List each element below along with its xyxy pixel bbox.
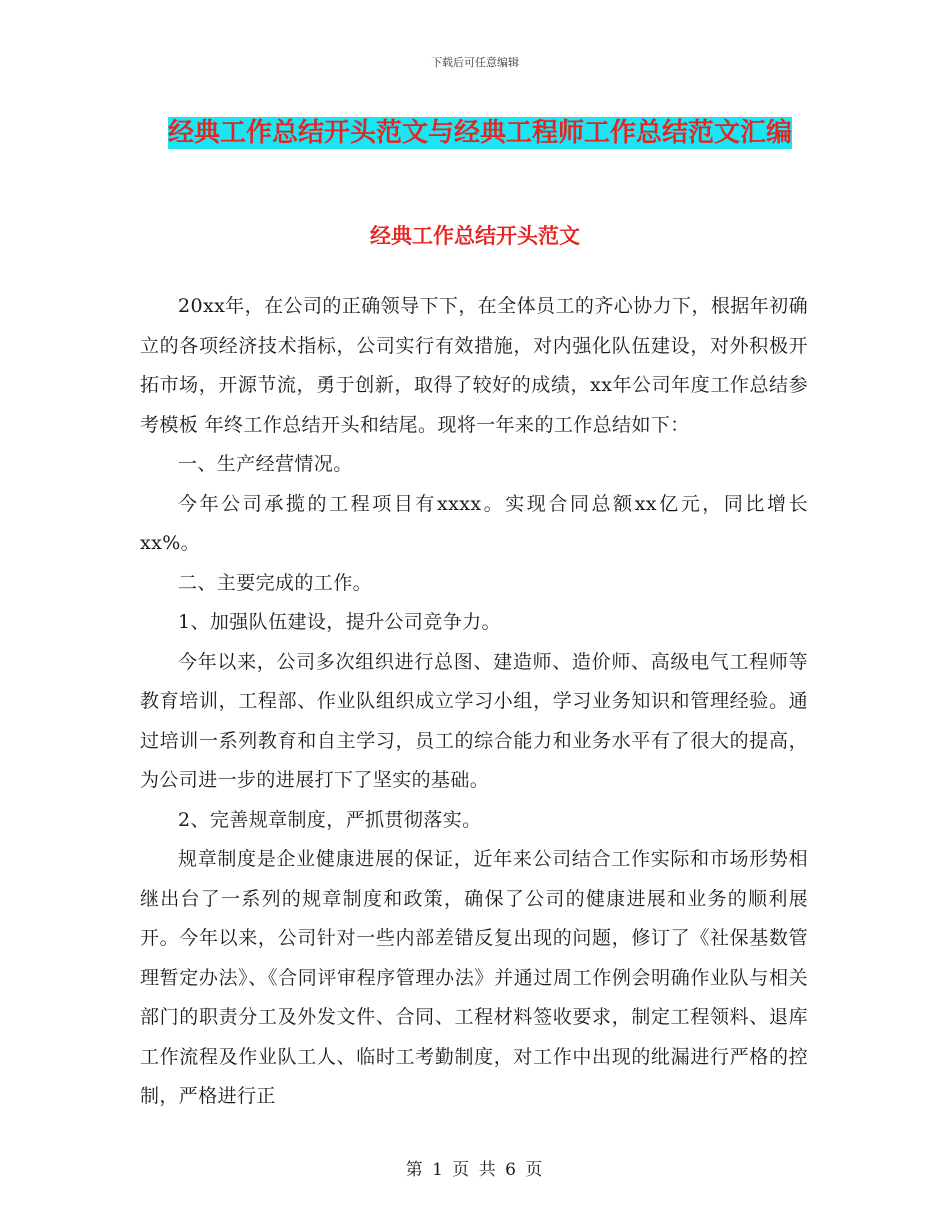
paragraph: 今年公司承揽的工程项目有xxxx。实现合同总额xx亿元，同比增长xx%。 [140,492,808,554]
paragraph: 今年以来，公司多次组织进行总图、建造师、造价师、高级电气工程师等教育培训，工程部、作业队组织成立学习小组，学习业务知识和管理经验。通过培训一系列教育和自主学习，员工的综合能力和业务水平有了很大的提高，为公司进一步的进展打下了坚实的基础。 [140,650,808,791]
document-body [140,287,808,1117]
section-title: 经典工作总结开头范文 [370,224,580,248]
document-title-text: 经典工作总结开头范文与经典工程师工作总结范文汇编 [167,118,792,148]
header-note: 下载后可任意编辑 [431,56,519,69]
paragraph: 20xx年，在公司的正确领导下下，在全体员工的齐心协力下，根据年初确立的各项经济技术指标，公司实行有效措施，对内强化队伍建设，对外积极开拓市场，开源节流，勇于创新，取得了较好的成绩，xx年公司年度工作总结参考模板 年终工作总结开头和结尾。现将一年来的工作总结如下： [140,295,808,436]
paragraph: 2、完善规章制度，严抓贯彻落实。 [178,808,482,831]
document-title [150,108,810,158]
paragraph: 一、生产经营情况。 [178,453,353,475]
paragraph: 规章制度是企业健康进展的保证，近年来公司结合工作实际和市场形势相继出台了一系列的规章制度和政策，确保了公司的健康进展和业务的顺利展开。今年以来，公司针对一些内部差错反复出现的问题，修订了《社保基数管理暂定办法》、《合同评审程序管理办法》并通过周工作例会明确作业队与相关部门的职责分工及外发文件、合同、工程材料签收要求，制定工程领料、退库工作流程及作业队工人、临时工考勤制度，对工作中出现的纰漏进行严格的控制，严格进行正 [140,848,808,1107]
paragraph: 1、加强队伍建设，提升公司竞争力。 [178,611,501,633]
paragraph: 二、主要完成的工作。 [178,571,373,594]
page-number: 第 1 页 共 6 页 [405,1160,545,1180]
